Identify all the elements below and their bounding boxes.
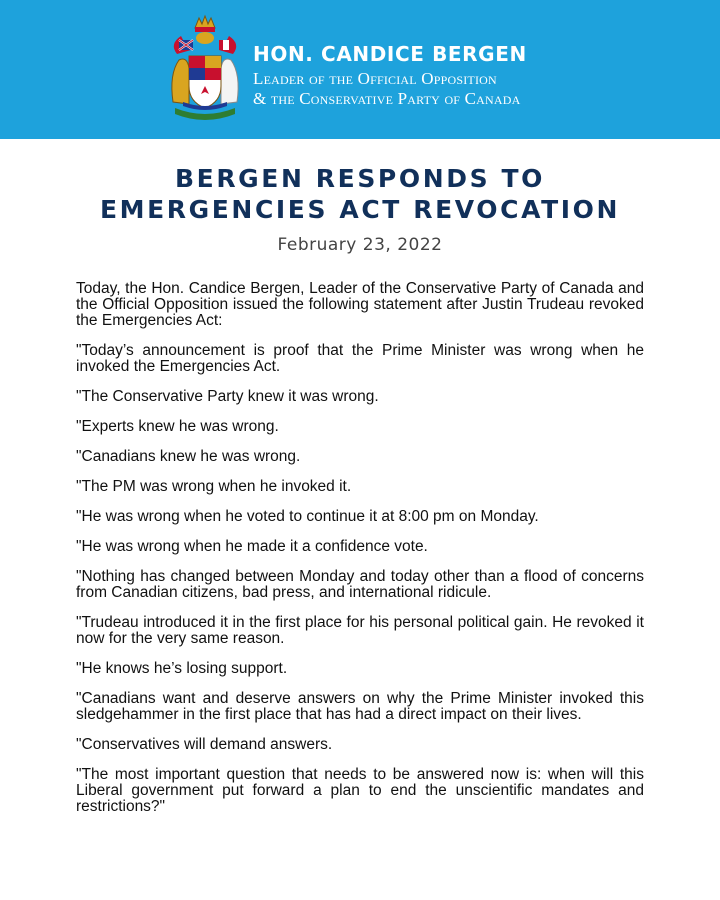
paragraph: "He was wrong when he voted to continue it at 8:00 pm on Monday. (76, 508, 539, 525)
page-title (0, 163, 720, 225)
paragraph: "He was wrong when he made it a confidence vote. (76, 538, 428, 555)
header-role-line-2: & the Conservative Party of Canada (253, 89, 521, 108)
paragraph: "Canadians knew he was wrong. (76, 448, 301, 465)
paragraph-intro: Today, the Hon. Candice Bergen, Leader of the Conservative Party of Canada and the Official Opposition issued the following statement after Justin Trudeau revoked the Emergencies Act: (76, 280, 644, 329)
paragraph: "Canadians want and deserve answers on why the Prime Minister invoked this sledgehammer in the first place that has had a direct impact on their lives. (76, 690, 644, 723)
paragraph: "Nothing has changed between Monday and today other than a flood of concerns from Canadian citizens, bad press, and international ridicule. (76, 568, 644, 601)
paragraph: "Conservatives will demand answers. (76, 736, 333, 753)
header-role-line-1: Leader of the Official Opposition (253, 69, 497, 88)
statement-body (76, 281, 644, 829)
coat-of-arms-icon (165, 14, 245, 126)
paragraph: "Today’s announcement is proof that the Prime Minister was wrong when he invoked the Emergencies Act. (76, 342, 644, 375)
paragraph: "The PM was wrong when he invoked it. (76, 478, 352, 495)
paragraph: "He knows he’s losing support. (76, 660, 288, 677)
release-date: February 23, 2022 (277, 235, 443, 255)
paragraph: "Experts knew he was wrong. (76, 418, 279, 435)
page-title-line-2: EMERGENCIES ACT REVOCATION (99, 195, 621, 224)
header-name: HON. CANDICE BERGEN (253, 42, 527, 66)
paragraph: "Trudeau introduced it in the first place for his personal political gain. He revoked it now for the very same reason. (76, 614, 644, 647)
page-title-line-1: BERGEN RESPONDS TO (174, 164, 545, 193)
paragraph: "The Conservative Party knew it was wrong. (76, 388, 379, 405)
paragraph-closing: "The most important question that needs to be answered now is: when will this Liberal government put forward a plan to end the unscientific mandates and restrictions?" (76, 766, 644, 815)
header-banner (0, 0, 720, 139)
header-text-block (253, 42, 527, 109)
